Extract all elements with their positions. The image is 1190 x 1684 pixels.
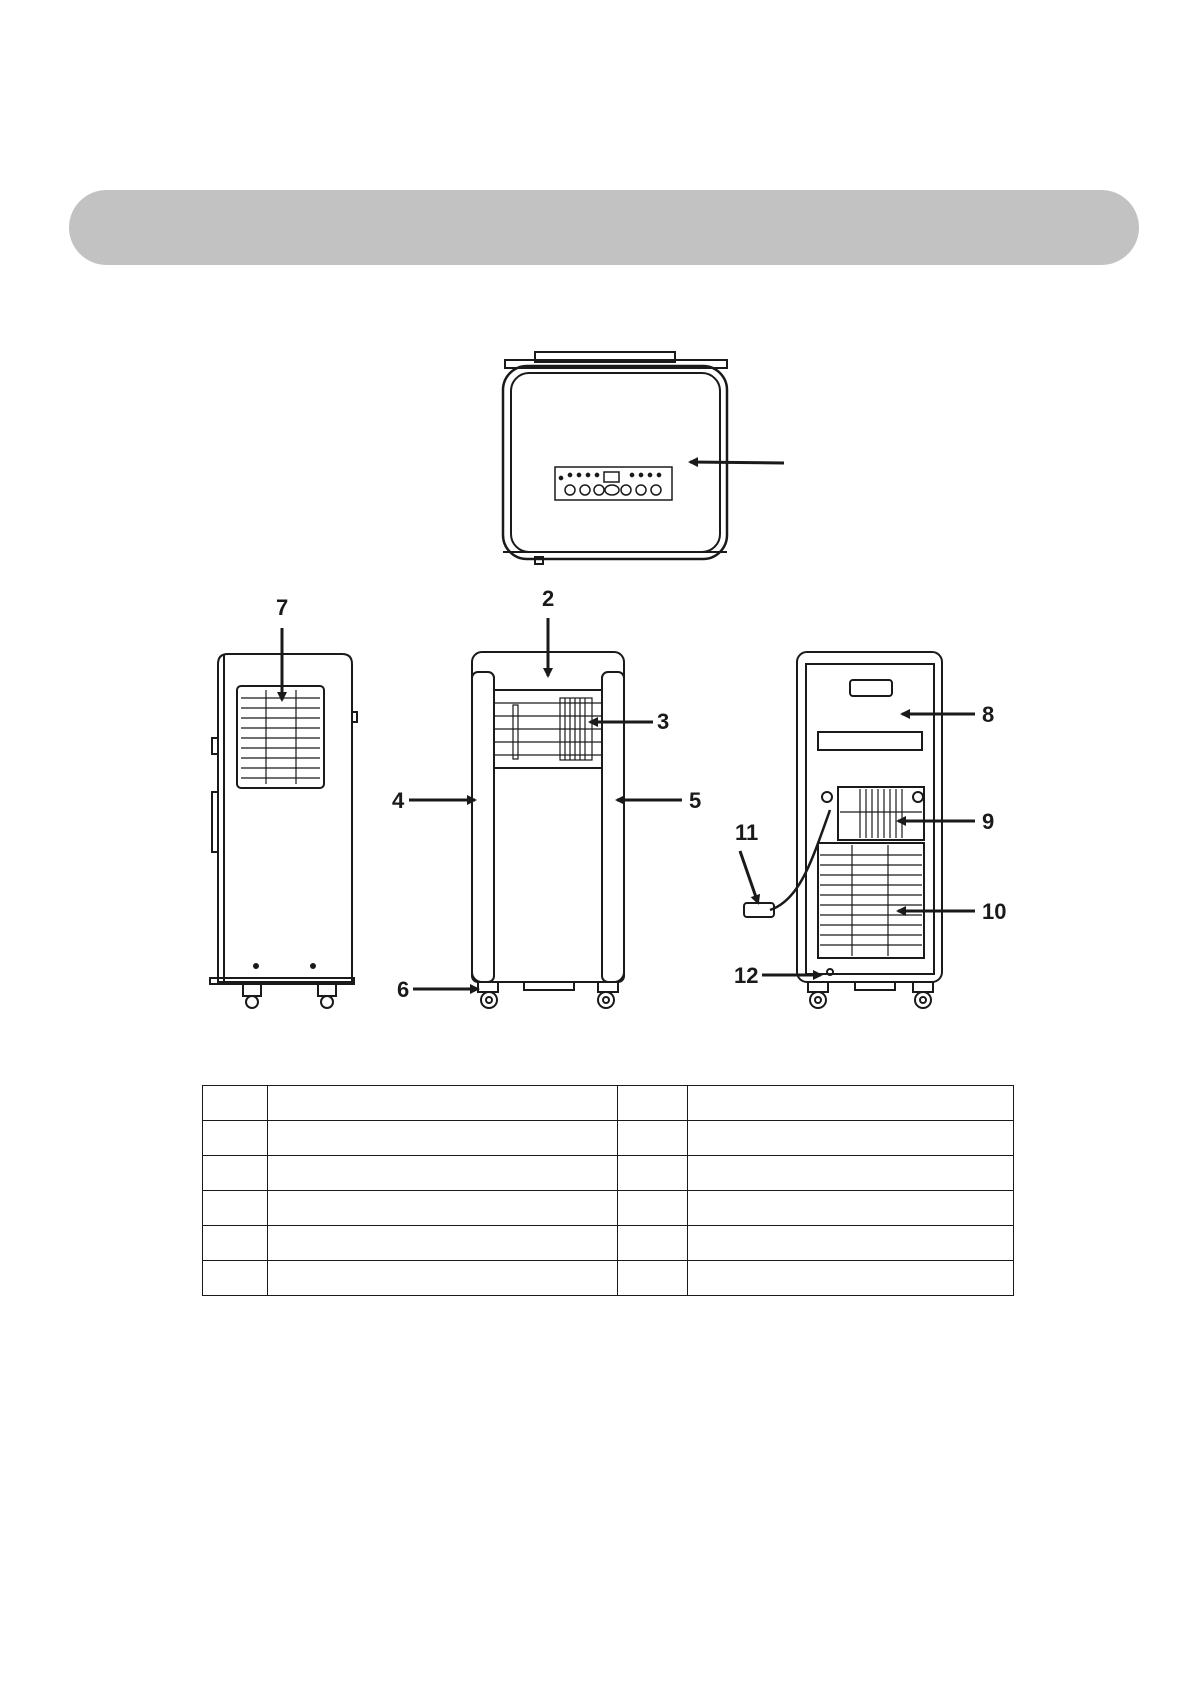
part-name-cell — [688, 1086, 1014, 1121]
callout-10: 10 — [982, 899, 1007, 924]
part-number-cell — [203, 1156, 268, 1191]
front-view-unit — [472, 652, 624, 1008]
callout-7: 7 — [276, 595, 289, 620]
callout-2: 2 — [542, 586, 555, 611]
callout-12: 12 — [734, 963, 759, 988]
side-view-unit — [210, 654, 357, 1008]
part-number-cell — [203, 1191, 268, 1226]
table-row — [203, 1156, 1014, 1191]
callout-8: 8 — [982, 702, 995, 727]
part-number-cell — [203, 1261, 268, 1296]
part-number-cell — [203, 1226, 268, 1261]
part-name-cell — [268, 1121, 618, 1156]
callout-6: 6 — [397, 977, 410, 1002]
table-row — [203, 1086, 1014, 1121]
part-name-cell — [268, 1156, 618, 1191]
part-number-cell — [618, 1086, 688, 1121]
part-name-cell — [688, 1191, 1014, 1226]
top-view-unit — [503, 352, 727, 564]
part-number-cell — [618, 1156, 688, 1191]
part-name-cell — [268, 1191, 618, 1226]
part-name-cell — [688, 1261, 1014, 1296]
part-name-cell — [268, 1261, 618, 1296]
part-name-cell — [688, 1226, 1014, 1261]
table-row — [203, 1261, 1014, 1296]
control-panel — [555, 467, 672, 500]
callout-arrows — [282, 618, 975, 989]
arrow-control-panel — [690, 462, 784, 463]
arrow-11 — [740, 851, 758, 903]
callout-9: 9 — [982, 809, 995, 834]
part-name-cell — [688, 1156, 1014, 1191]
part-name-cell — [688, 1121, 1014, 1156]
front-air-outlet-louvers — [494, 698, 602, 760]
part-name-cell — [268, 1226, 618, 1261]
table-row — [203, 1226, 1014, 1261]
callout-3: 3 — [657, 709, 670, 734]
table-row — [203, 1191, 1014, 1226]
table-row — [203, 1121, 1014, 1156]
part-number-cell — [618, 1226, 688, 1261]
back-view-unit — [744, 652, 942, 1008]
callout-11: 11 — [735, 820, 759, 845]
part-number-cell — [203, 1086, 268, 1121]
parts-table — [202, 1085, 1014, 1296]
part-number-cell — [618, 1191, 688, 1226]
callout-5: 5 — [689, 788, 702, 813]
callout-4: 4 — [392, 788, 405, 813]
part-number-cell — [618, 1261, 688, 1296]
side-air-grille — [241, 690, 320, 784]
back-filter-grilles — [820, 789, 922, 956]
part-name-cell — [268, 1086, 618, 1121]
part-number-cell — [203, 1121, 268, 1156]
part-number-cell — [618, 1121, 688, 1156]
